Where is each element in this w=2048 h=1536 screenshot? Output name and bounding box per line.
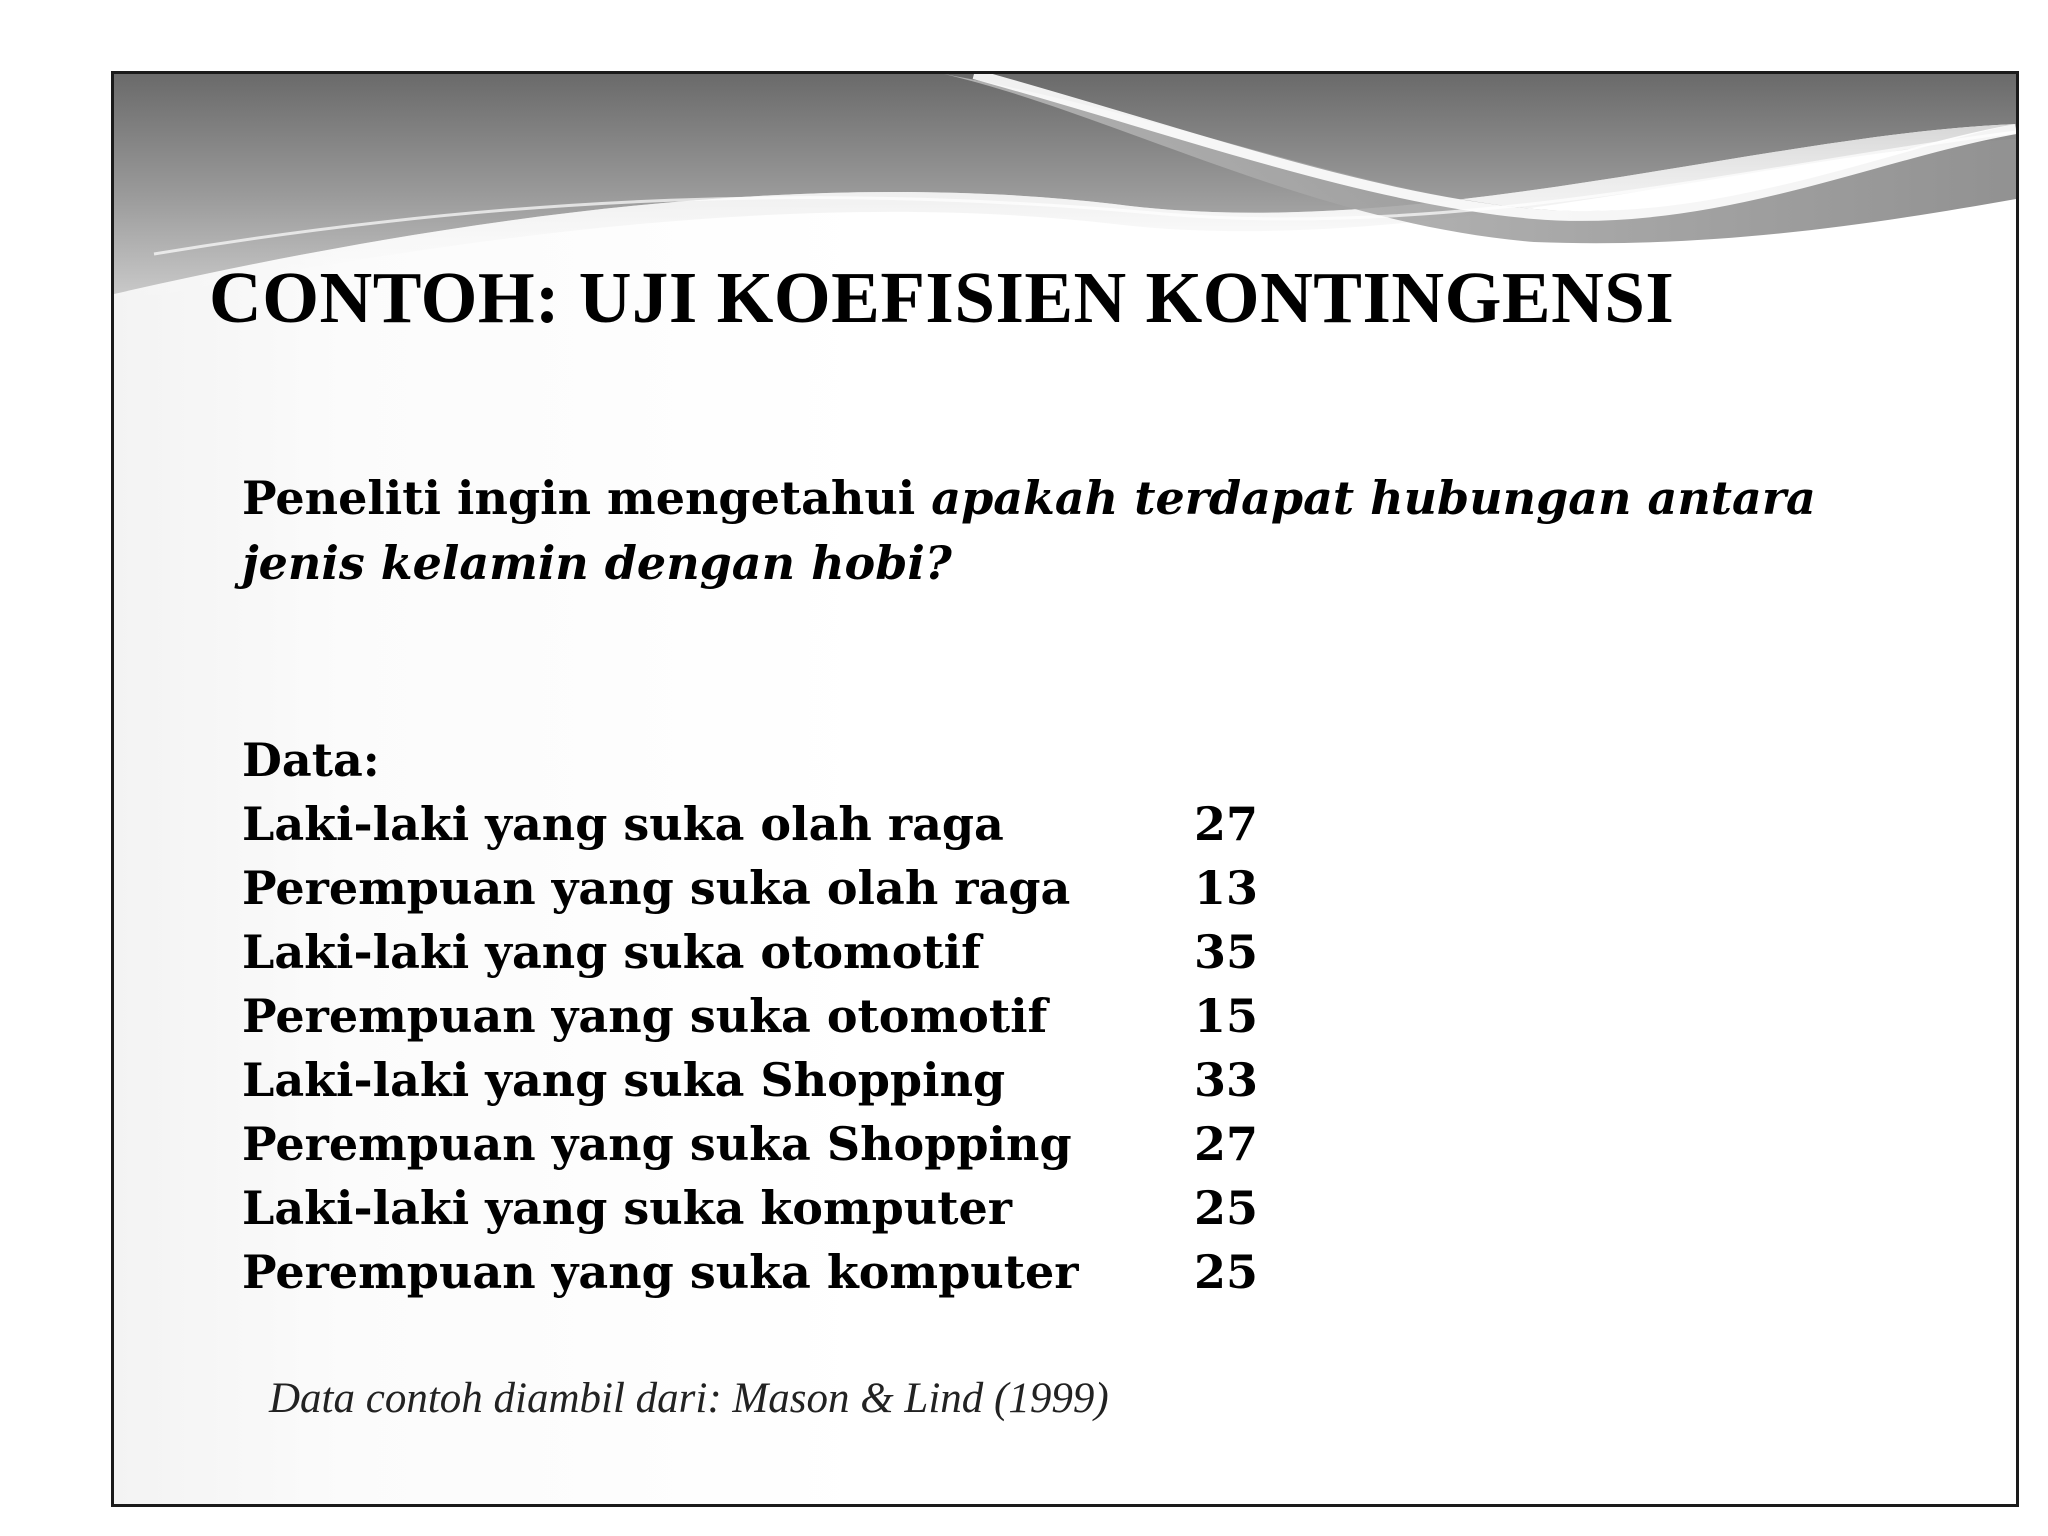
data-value: 25 — [1194, 1245, 1259, 1299]
data-label: Laki-laki yang suka otomotif — [242, 925, 981, 979]
data-row — [242, 984, 1294, 1048]
source-citation: Data contoh diambil dari: Mason & Lind (1999) — [269, 1375, 1109, 1422]
data-row — [242, 1176, 1294, 1240]
data-row — [242, 1048, 1294, 1112]
data-label: Perempuan yang suka Shopping — [242, 1117, 1072, 1171]
data-list — [242, 728, 1294, 1304]
data-row — [242, 1240, 1294, 1304]
data-row — [242, 792, 1294, 856]
data-label: Perempuan yang suka olah raga — [242, 861, 1071, 915]
data-value: 27 — [1194, 1117, 1259, 1171]
data-row — [242, 856, 1294, 920]
question-text-italic: apakah terdapat hubungan antara jenis kelamin dengan hobi? — [242, 471, 1816, 590]
data-label: Laki-laki yang suka komputer — [242, 1181, 1013, 1235]
data-label: Perempuan yang suka otomotif — [242, 989, 1048, 1043]
data-label: Perempuan yang suka komputer — [242, 1245, 1079, 1299]
data-value: 25 — [1194, 1181, 1259, 1235]
data-row — [242, 1112, 1294, 1176]
question-text-plain: Peneliti ingin mengetahui — [242, 471, 932, 525]
data-value: 15 — [1194, 989, 1259, 1043]
data-value: 33 — [1194, 1053, 1259, 1107]
data-value: 35 — [1194, 925, 1259, 979]
research-question — [242, 466, 1842, 596]
data-label: Laki-laki yang suka olah raga — [242, 797, 1004, 851]
data-value: 27 — [1194, 797, 1259, 851]
data-label: Laki-laki yang suka Shopping — [242, 1053, 1006, 1107]
data-heading: Data: — [242, 733, 380, 787]
slide-title: CONTOH: UJI KOEFISIEN KONTINGENSI — [209, 257, 1675, 338]
data-row — [242, 920, 1294, 984]
data-value: 13 — [1194, 861, 1259, 915]
slide — [111, 71, 2019, 1507]
